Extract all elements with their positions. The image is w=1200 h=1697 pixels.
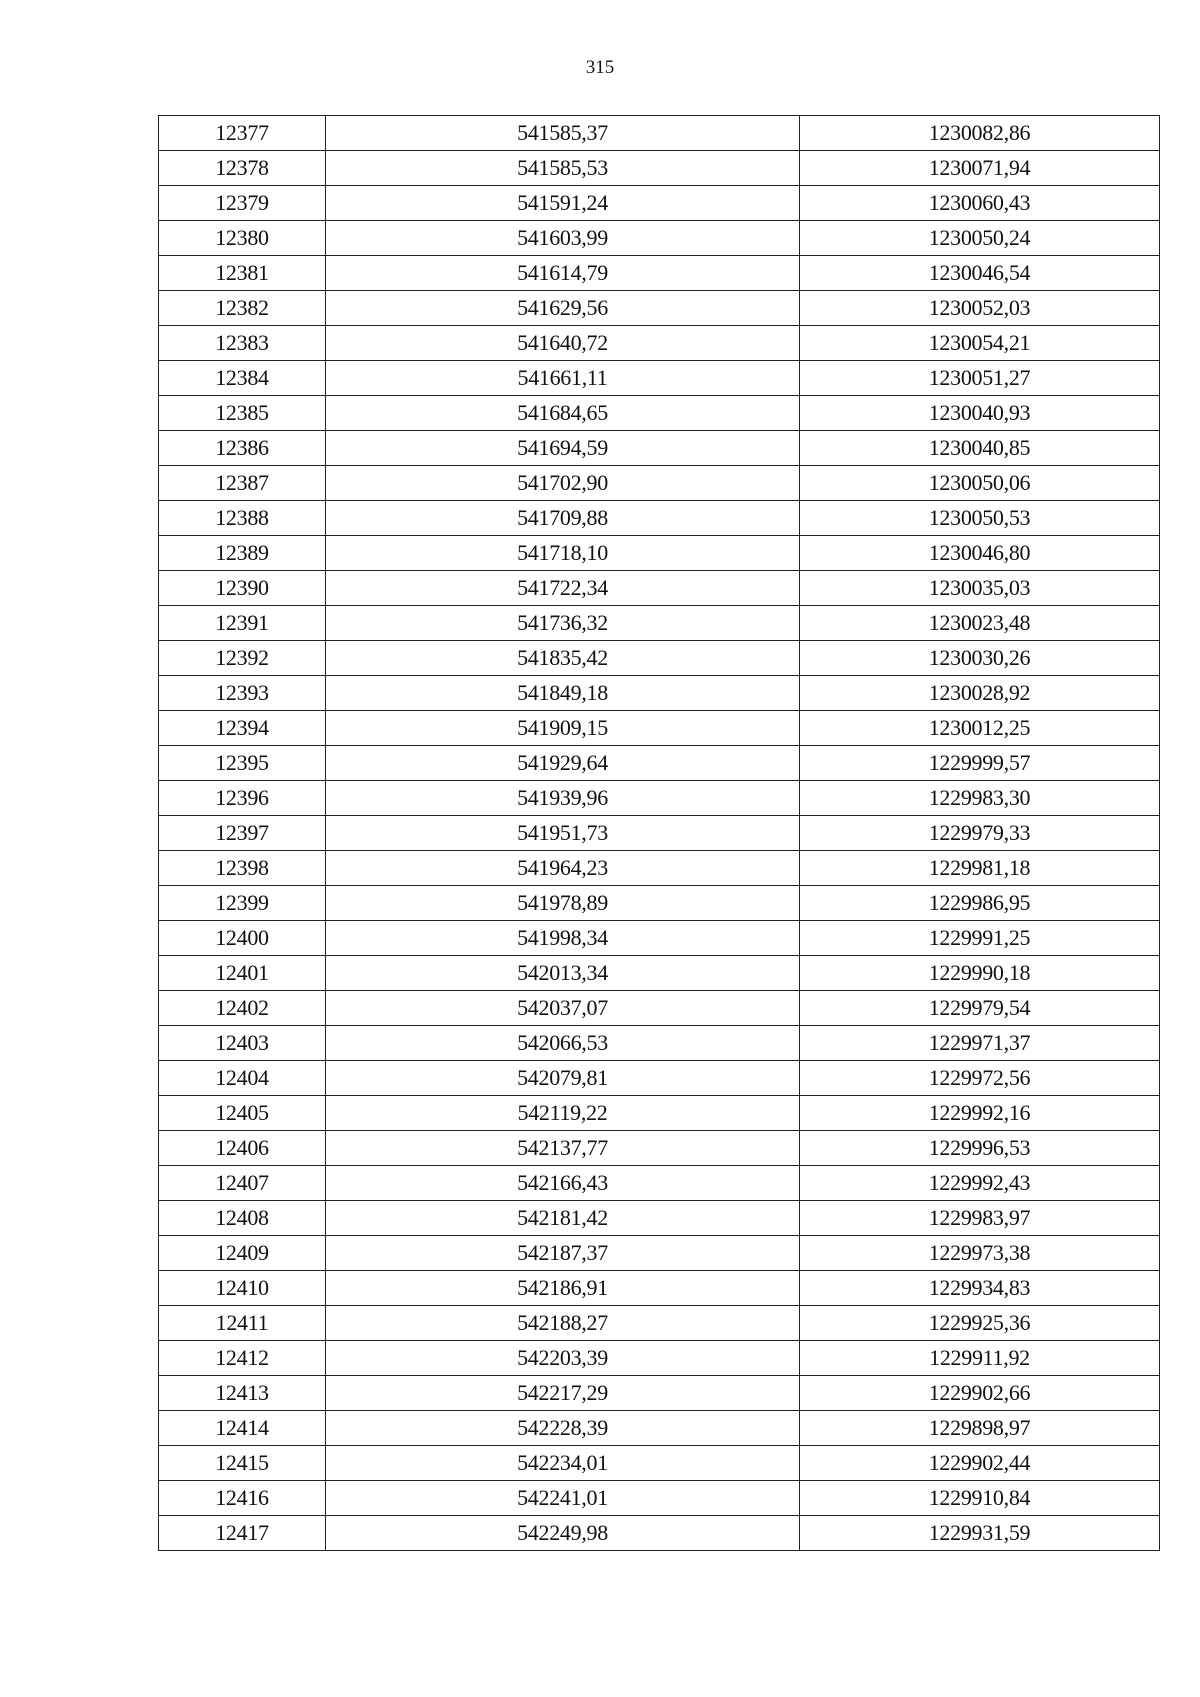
x-coordinate-cell: 541978,89 <box>326 886 800 921</box>
x-coordinate-cell: 542186,91 <box>326 1271 800 1306</box>
y-coordinate-cell: 1230071,94 <box>800 151 1160 186</box>
point-number-cell: 12380 <box>159 221 326 256</box>
point-number-cell: 12397 <box>159 816 326 851</box>
point-number-cell: 12406 <box>159 1131 326 1166</box>
y-coordinate-cell: 1230050,24 <box>800 221 1160 256</box>
x-coordinate-cell: 541585,53 <box>326 151 800 186</box>
point-number-cell: 12411 <box>159 1306 326 1341</box>
point-number-cell: 12398 <box>159 851 326 886</box>
coordinates-table <box>158 115 1160 1551</box>
x-coordinate-cell: 542119,22 <box>326 1096 800 1131</box>
table-row <box>159 291 1160 326</box>
point-number-cell: 12401 <box>159 956 326 991</box>
y-coordinate-cell: 1229991,25 <box>800 921 1160 956</box>
x-coordinate-cell: 542181,42 <box>326 1201 800 1236</box>
point-number-cell: 12379 <box>159 186 326 221</box>
point-number-cell: 12413 <box>159 1376 326 1411</box>
table-row <box>159 1376 1160 1411</box>
x-coordinate-cell: 541614,79 <box>326 256 800 291</box>
x-coordinate-cell: 541585,37 <box>326 116 800 151</box>
x-coordinate-cell: 542013,34 <box>326 956 800 991</box>
table-row <box>159 886 1160 921</box>
x-coordinate-cell: 541998,34 <box>326 921 800 956</box>
table-row <box>159 1341 1160 1376</box>
table-row <box>159 921 1160 956</box>
y-coordinate-cell: 1229902,44 <box>800 1446 1160 1481</box>
point-number-cell: 12382 <box>159 291 326 326</box>
point-number-cell: 12385 <box>159 396 326 431</box>
x-coordinate-cell: 541722,34 <box>326 571 800 606</box>
table-row <box>159 1201 1160 1236</box>
point-number-cell: 12402 <box>159 991 326 1026</box>
y-coordinate-cell: 1229925,36 <box>800 1306 1160 1341</box>
table-row <box>159 361 1160 396</box>
y-coordinate-cell: 1229911,92 <box>800 1341 1160 1376</box>
table-row <box>159 1131 1160 1166</box>
y-coordinate-cell: 1230050,53 <box>800 501 1160 536</box>
point-number-cell: 12412 <box>159 1341 326 1376</box>
table-row <box>159 571 1160 606</box>
page-number: 315 <box>585 57 615 78</box>
y-coordinate-cell: 1229931,59 <box>800 1516 1160 1551</box>
x-coordinate-cell: 542137,77 <box>326 1131 800 1166</box>
x-coordinate-cell: 541702,90 <box>326 466 800 501</box>
point-number-cell: 12389 <box>159 536 326 571</box>
table-row <box>159 536 1160 571</box>
x-coordinate-cell: 541591,24 <box>326 186 800 221</box>
y-coordinate-cell: 1230012,25 <box>800 711 1160 746</box>
point-number-cell: 12403 <box>159 1026 326 1061</box>
y-coordinate-cell: 1229983,30 <box>800 781 1160 816</box>
y-coordinate-cell: 1230060,43 <box>800 186 1160 221</box>
point-number-cell: 12387 <box>159 466 326 501</box>
x-coordinate-cell: 542188,27 <box>326 1306 800 1341</box>
y-coordinate-cell: 1229986,95 <box>800 886 1160 921</box>
y-coordinate-cell: 1229910,84 <box>800 1481 1160 1516</box>
point-number-cell: 12416 <box>159 1481 326 1516</box>
point-number-cell: 12383 <box>159 326 326 361</box>
table-row <box>159 501 1160 536</box>
y-coordinate-cell: 1230046,54 <box>800 256 1160 291</box>
point-number-cell: 12417 <box>159 1516 326 1551</box>
point-number-cell: 12399 <box>159 886 326 921</box>
y-coordinate-cell: 1230030,26 <box>800 641 1160 676</box>
table-row <box>159 326 1160 361</box>
y-coordinate-cell: 1229992,16 <box>800 1096 1160 1131</box>
point-number-cell: 12388 <box>159 501 326 536</box>
point-number-cell: 12410 <box>159 1271 326 1306</box>
point-number-cell: 12407 <box>159 1166 326 1201</box>
x-coordinate-cell: 542234,01 <box>326 1446 800 1481</box>
y-coordinate-cell: 1229996,53 <box>800 1131 1160 1166</box>
x-coordinate-cell: 541694,59 <box>326 431 800 466</box>
point-number-cell: 12396 <box>159 781 326 816</box>
x-coordinate-cell: 541951,73 <box>326 816 800 851</box>
x-coordinate-cell: 542037,07 <box>326 991 800 1026</box>
x-coordinate-cell: 542066,53 <box>326 1026 800 1061</box>
point-number-cell: 12405 <box>159 1096 326 1131</box>
y-coordinate-cell: 1230046,80 <box>800 536 1160 571</box>
x-coordinate-cell: 541629,56 <box>326 291 800 326</box>
point-number-cell: 12386 <box>159 431 326 466</box>
table-row <box>159 711 1160 746</box>
point-number-cell: 12393 <box>159 676 326 711</box>
point-number-cell: 12409 <box>159 1236 326 1271</box>
y-coordinate-cell: 1229972,56 <box>800 1061 1160 1096</box>
x-coordinate-cell: 541909,15 <box>326 711 800 746</box>
table-row <box>159 851 1160 886</box>
table-row <box>159 151 1160 186</box>
point-number-cell: 12390 <box>159 571 326 606</box>
x-coordinate-cell: 542166,43 <box>326 1166 800 1201</box>
table-row <box>159 186 1160 221</box>
x-coordinate-cell: 541736,32 <box>326 606 800 641</box>
point-number-cell: 12378 <box>159 151 326 186</box>
point-number-cell: 12395 <box>159 746 326 781</box>
x-coordinate-cell: 541929,64 <box>326 746 800 781</box>
coordinates-table-body <box>159 116 1160 1551</box>
y-coordinate-cell: 1229981,18 <box>800 851 1160 886</box>
table-row <box>159 221 1160 256</box>
table-row <box>159 1026 1160 1061</box>
x-coordinate-cell: 541684,65 <box>326 396 800 431</box>
table-row <box>159 606 1160 641</box>
table-row <box>159 1481 1160 1516</box>
y-coordinate-cell: 1230040,85 <box>800 431 1160 466</box>
table-row <box>159 1096 1160 1131</box>
y-coordinate-cell: 1229898,97 <box>800 1411 1160 1446</box>
table-row <box>159 116 1160 151</box>
point-number-cell: 12391 <box>159 606 326 641</box>
table-row <box>159 1236 1160 1271</box>
table-row <box>159 816 1160 851</box>
x-coordinate-cell: 542203,39 <box>326 1341 800 1376</box>
x-coordinate-cell: 541661,11 <box>326 361 800 396</box>
table-row <box>159 466 1160 501</box>
point-number-cell: 12392 <box>159 641 326 676</box>
x-coordinate-cell: 542249,98 <box>326 1516 800 1551</box>
x-coordinate-cell: 542079,81 <box>326 1061 800 1096</box>
point-number-cell: 12377 <box>159 116 326 151</box>
x-coordinate-cell: 541939,96 <box>326 781 800 816</box>
point-number-cell: 12384 <box>159 361 326 396</box>
y-coordinate-cell: 1229999,57 <box>800 746 1160 781</box>
table-row <box>159 676 1160 711</box>
y-coordinate-cell: 1229983,97 <box>800 1201 1160 1236</box>
table-row <box>159 1061 1160 1096</box>
x-coordinate-cell: 541718,10 <box>326 536 800 571</box>
y-coordinate-cell: 1230023,48 <box>800 606 1160 641</box>
x-coordinate-cell: 541849,18 <box>326 676 800 711</box>
table-row <box>159 1411 1160 1446</box>
y-coordinate-cell: 1229934,83 <box>800 1271 1160 1306</box>
y-coordinate-cell: 1230040,93 <box>800 396 1160 431</box>
x-coordinate-cell: 542241,01 <box>326 1481 800 1516</box>
table-row <box>159 641 1160 676</box>
table-row <box>159 746 1160 781</box>
x-coordinate-cell: 542228,39 <box>326 1411 800 1446</box>
y-coordinate-cell: 1229971,37 <box>800 1026 1160 1061</box>
point-number-cell: 12394 <box>159 711 326 746</box>
x-coordinate-cell: 541640,72 <box>326 326 800 361</box>
x-coordinate-cell: 541964,23 <box>326 851 800 886</box>
point-number-cell: 12408 <box>159 1201 326 1236</box>
x-coordinate-cell: 541835,42 <box>326 641 800 676</box>
y-coordinate-cell: 1230050,06 <box>800 466 1160 501</box>
table-row <box>159 991 1160 1026</box>
x-coordinate-cell: 542187,37 <box>326 1236 800 1271</box>
y-coordinate-cell: 1230082,86 <box>800 116 1160 151</box>
y-coordinate-cell: 1229902,66 <box>800 1376 1160 1411</box>
y-coordinate-cell: 1229973,38 <box>800 1236 1160 1271</box>
table-row <box>159 1446 1160 1481</box>
table-row <box>159 431 1160 466</box>
table-row <box>159 256 1160 291</box>
table-row <box>159 1306 1160 1341</box>
y-coordinate-cell: 1230054,21 <box>800 326 1160 361</box>
y-coordinate-cell: 1229979,33 <box>800 816 1160 851</box>
y-coordinate-cell: 1229990,18 <box>800 956 1160 991</box>
y-coordinate-cell: 1229992,43 <box>800 1166 1160 1201</box>
y-coordinate-cell: 1230052,03 <box>800 291 1160 326</box>
table-row <box>159 1166 1160 1201</box>
y-coordinate-cell: 1230028,92 <box>800 676 1160 711</box>
x-coordinate-cell: 542217,29 <box>326 1376 800 1411</box>
point-number-cell: 12404 <box>159 1061 326 1096</box>
table-row <box>159 396 1160 431</box>
y-coordinate-cell: 1230035,03 <box>800 571 1160 606</box>
point-number-cell: 12400 <box>159 921 326 956</box>
x-coordinate-cell: 541709,88 <box>326 501 800 536</box>
y-coordinate-cell: 1230051,27 <box>800 361 1160 396</box>
table-row <box>159 956 1160 991</box>
x-coordinate-cell: 541603,99 <box>326 221 800 256</box>
point-number-cell: 12414 <box>159 1411 326 1446</box>
point-number-cell: 12415 <box>159 1446 326 1481</box>
table-row <box>159 1271 1160 1306</box>
point-number-cell: 12381 <box>159 256 326 291</box>
y-coordinate-cell: 1229979,54 <box>800 991 1160 1026</box>
table-row <box>159 1516 1160 1551</box>
table-row <box>159 781 1160 816</box>
